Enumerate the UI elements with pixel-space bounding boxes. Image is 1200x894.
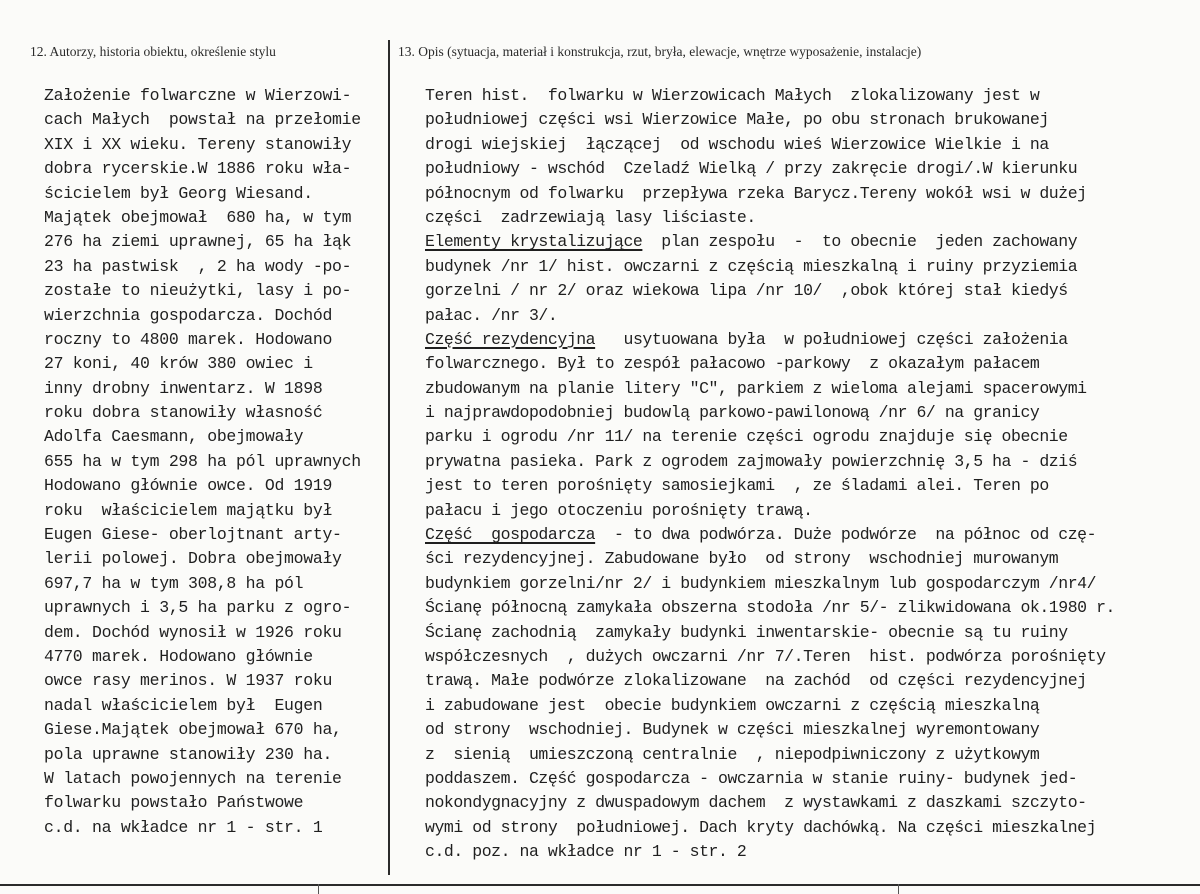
line-text: - to dwa podwórza. Duże podwórze na północ od czę- — [595, 525, 1097, 545]
description-text-line — [425, 328, 1193, 352]
line-text: południowy - wschód Czeladź Wielką / przy zakręcie drogi/.W kierunku — [425, 159, 1078, 179]
history-text-line: ścicielem był Georg Wiesand. — [44, 183, 313, 203]
description-text-line — [425, 450, 1193, 474]
line-text: pałac. /nr 3/. — [425, 305, 558, 325]
description-text-line — [425, 694, 1193, 718]
history-text-line: Majątek obejmował 680 ha, w tym — [44, 207, 352, 227]
line-text: Ścianę zachodnią zamykały budynki inwentarskie- obecnie są tu ruiny — [425, 622, 1068, 642]
description-text-line — [425, 133, 1193, 157]
description-text-line — [425, 377, 1193, 401]
history-text-line: zostałe to nieużytki, lasy i po- — [44, 281, 352, 301]
history-text-line: roku dobra stanowiły własność — [44, 403, 323, 423]
line-text: północnym od folwarku przepływa rzeka Barycz.Tereny wokół wsi w dużej — [425, 183, 1087, 203]
history-text-line: 276 ha ziemi uprawnej, 65 ha łąk — [44, 232, 352, 252]
history-text-line: Założenie folwarczne w Wierzowi- — [44, 86, 352, 105]
description-text-line — [425, 182, 1193, 206]
line-text: trawą. Małe podwórze zlokalizowane na zachód od części rezydencyjnej — [425, 671, 1087, 691]
history-text-line: 4770 marek. Hodowano głównie — [44, 646, 313, 666]
description-text-line — [425, 572, 1193, 596]
line-text: i zabudowane jest obecie budynkiem owczarni z częścią mieszkalną — [425, 695, 1040, 715]
history-text-line: Eugen Giese- oberlojtnant arty- — [44, 525, 342, 545]
history-text-line: 697,7 ha w tym 308,8 ha pól — [44, 573, 304, 593]
section-heading: Część gospodarcza — [425, 525, 596, 545]
line-text: budynek /nr 1/ hist. owczarni z częścią mieszkalną i ruiny przyziemia — [425, 256, 1078, 276]
line-text: budynkiem gorzelni/nr 2/ i budynkiem mieszkalnym lub gospodarczym /nr4/ — [425, 573, 1097, 593]
bottom-tick — [898, 884, 899, 894]
line-text: od strony wschodniej. Budynek w części mieszkalnej wyremontowany — [425, 720, 1040, 740]
description-text-line — [425, 206, 1193, 230]
description-text-line — [425, 84, 1193, 108]
line-text: i najprawdopodobniej budowlą parkowo-pawilonową /nr 6/ na granicy — [425, 403, 1040, 423]
description-text-line — [425, 499, 1193, 523]
history-text-line: inny drobny inwentarz. W 1898 — [44, 378, 323, 398]
description-text-line — [425, 547, 1193, 571]
history-text-line: Hodowano głównie owce. Od 1919 — [44, 476, 333, 496]
section-heading: Elementy krystalizujące — [425, 232, 643, 252]
description-text-line — [425, 791, 1193, 815]
description-text-line — [425, 645, 1193, 669]
line-text: zbudowanym na planie litery "C", parkiem z wieloma alejami spacerowymi — [425, 378, 1087, 398]
column-divider — [388, 40, 390, 875]
description-text-line — [425, 474, 1193, 498]
history-text-line: wierzchnia gospodarcza. Dochód — [44, 305, 333, 325]
line-text: Teren hist. folwarku w Wierzowicach Małych zlokalizowany jest w — [425, 86, 1040, 105]
line-text: południowej części wsi Wierzowice Małe, po obu stronach brukowanej — [425, 110, 1049, 130]
line-text: prywatna pasieka. Park z ogrodem zajmowały powierzchnię 3,5 ha - dziś — [425, 451, 1078, 471]
history-text-line: 655 ha w tym 298 ha pól uprawnych — [44, 451, 361, 471]
history-text-line: roku właścicielem majątku był — [44, 500, 333, 520]
line-text: c.d. poz. na wkładce nr 1 - str. 2 — [425, 842, 747, 862]
description-text-line — [425, 523, 1193, 547]
description-text-line — [425, 816, 1193, 840]
line-text: poddaszem. Część gospodarcza - owczarnia w stanie ruiny- budynek jed- — [425, 768, 1078, 788]
description-text-line — [425, 401, 1193, 425]
line-text: folwarcznego. Był to zespół pałacowo -parkowy z okazałym pałacem — [425, 354, 1040, 374]
history-text-line: XIX i XX wieku. Tereny stanowiły — [44, 134, 352, 154]
bottom-tick — [318, 884, 319, 894]
description-text-line — [425, 157, 1193, 181]
line-text: plan zespołu - to obecnie jeden zachowany — [642, 232, 1078, 252]
history-text-line: nadal właścicielem był Eugen — [44, 695, 323, 715]
line-text: jest to teren porośnięty samosiejkami , ze śladami alei. Teren po — [425, 476, 1049, 496]
description-text-line — [425, 840, 1193, 864]
line-text: pałacu i jego otoczeniu porośnięty trawą. — [425, 500, 813, 520]
line-text: ści rezydencyjnej. Zabudowane było od strony wschodniej murowanym — [425, 549, 1059, 569]
description-text-line — [425, 767, 1193, 791]
history-text-column — [44, 84, 384, 840]
line-text: wymi od strony południowej. Dach kryty dachówką. Na części mieszkalnej — [425, 817, 1097, 837]
description-text-line — [425, 425, 1193, 449]
history-text-line: roczny to 4800 marek. Hodowano — [44, 329, 333, 349]
description-text-line — [425, 255, 1193, 279]
line-text: nokondygnacyjny z dwuspadowym dachem z wystawkami z daszkami szczyto- — [425, 793, 1087, 813]
right-column-header: 13. Opis (sytuacja, materiał i konstrukcja, rzut, bryła, elewacje, wnętrze wyposażenie, instalacje) — [398, 44, 922, 59]
line-text: drogi wiejskiej łączącej od wschodu wieś Wierzowice Wielkie i na — [425, 134, 1049, 154]
description-text-line — [425, 596, 1193, 620]
description-text-line — [425, 352, 1193, 376]
history-text-line: 27 koni, 40 krów 380 owiec i — [44, 354, 313, 374]
description-text-line — [425, 230, 1193, 254]
history-text-line: Adolfa Caesmann, obejmowały — [44, 427, 304, 447]
history-text-line: owce rasy merinos. W 1937 roku — [44, 671, 333, 691]
line-text: parku i ogrodu /nr 11/ na terenie części ogrodu znajduje się obecnie — [425, 427, 1068, 447]
description-text-line — [425, 669, 1193, 693]
history-text-line: lerii polowej. Dobra obejmowały — [44, 549, 342, 569]
line-text: usytuowana była w południowej części założenia — [595, 329, 1068, 349]
history-text-line: dem. Dochód wynosił w 1926 roku — [44, 622, 342, 642]
section-heading: Część rezydencyjna — [425, 329, 596, 349]
line-text: współczesnych , dużych owczarni /nr 7/.Teren hist. podwórza porośnięty — [425, 646, 1106, 666]
history-text-line: W latach powojennych na terenie — [44, 768, 342, 788]
left-column-header: 12. Autorzy, historia obiektu, określenie stylu — [30, 44, 276, 59]
line-text: Ścianę północną zamykała obszerna stodoła /nr 5/- zlikwidowana ok.1980 r. — [425, 598, 1115, 618]
description-text-line — [425, 621, 1193, 645]
description-text-line — [425, 718, 1193, 742]
description-text-line — [425, 743, 1193, 767]
history-text-line: uprawnych i 3,5 ha parku z ogro- — [44, 598, 352, 618]
history-text-line: Giese.Majątek obejmował 670 ha, — [44, 720, 342, 740]
line-text: części zadrzewiają lasy liściaste. — [425, 207, 756, 227]
description-text-column — [425, 84, 1193, 865]
history-text-line: folwarku powstało Państwowe — [44, 793, 304, 813]
history-text-line: 23 ha pastwisk , 2 ha wody -po- — [44, 256, 352, 276]
description-text-line — [425, 279, 1193, 303]
bottom-rule — [0, 884, 1200, 886]
description-text-line — [425, 108, 1193, 132]
history-text-line: dobra rycerskie.W 1886 roku wła- — [44, 159, 352, 179]
history-text-line: c.d. na wkładce nr 1 - str. 1 — [44, 817, 323, 837]
history-text-line: pola uprawne stanowiły 230 ha. — [44, 744, 333, 764]
description-text-line — [425, 304, 1193, 328]
line-text: gorzelni / nr 2/ oraz wiekowa lipa /nr 10/ ,obok której stał kiedyś — [425, 281, 1068, 301]
line-text: z sienią umieszczoną centralnie , niepodpiwniczony z użytkowym — [425, 744, 1040, 764]
history-text-line: cach Małych powstał na przełomie — [44, 110, 361, 130]
